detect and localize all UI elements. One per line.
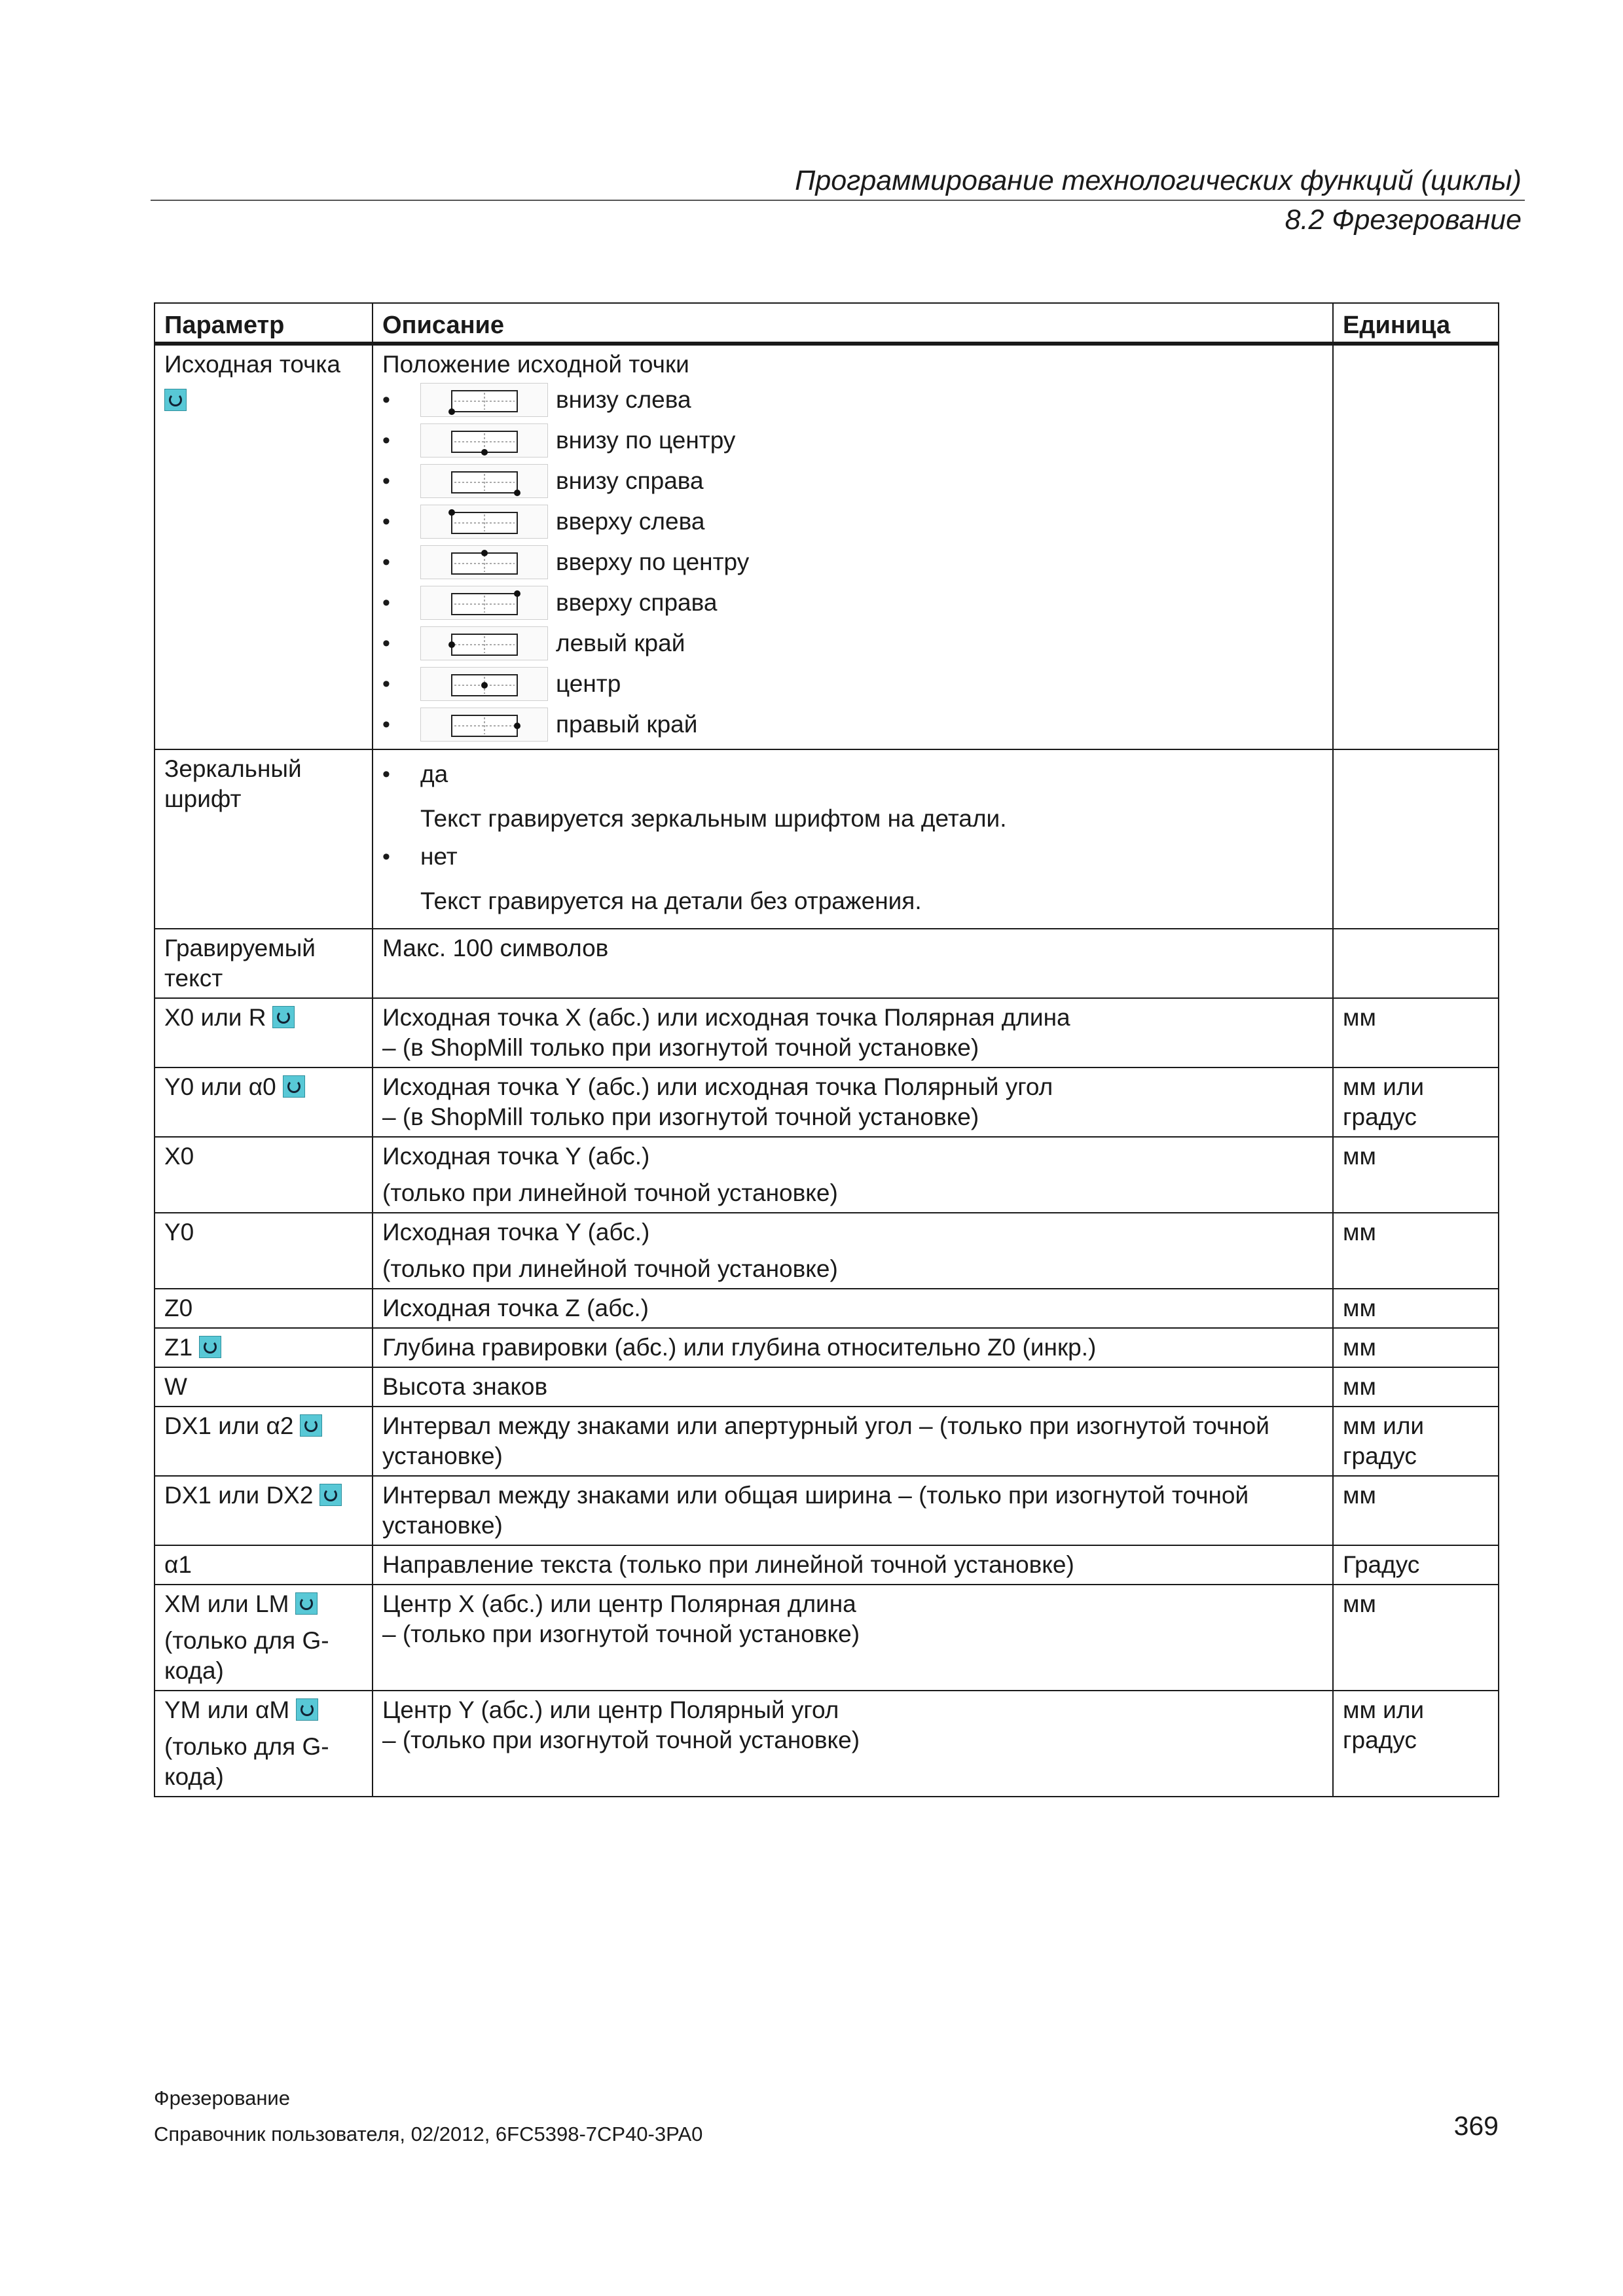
table-row: [155, 1067, 1499, 1137]
param-unit: мм: [1343, 1482, 1376, 1509]
table-row: [155, 1407, 1499, 1476]
toggle-cycle-icon[interactable]: [319, 1484, 342, 1506]
param-unit: Градус: [1343, 1551, 1420, 1578]
header-unit: Единица: [1333, 303, 1499, 344]
table-row: [155, 1476, 1499, 1545]
param-unit: мм или градус: [1343, 1073, 1425, 1130]
toggle-cycle-icon[interactable]: [296, 1698, 318, 1721]
param-unit: мм: [1343, 1295, 1376, 1321]
running-header-section: 8.2 Фрезерование: [1285, 204, 1522, 236]
position-option: [382, 420, 1323, 461]
table-row: [155, 1545, 1499, 1585]
option-label: внизу справа: [556, 467, 704, 494]
param-description-note: – (только при изогнутой точной установке): [382, 1621, 860, 1647]
start-point-position-icon: [420, 708, 548, 742]
header-rule: [151, 200, 1525, 201]
table-row: [155, 749, 1499, 929]
list-item-note: Текст гравируется зеркальным шрифтом на детали.: [420, 805, 1007, 832]
bullet: •: [382, 469, 390, 493]
option-label: левый край: [556, 630, 685, 656]
param-name: Z1: [164, 1334, 193, 1361]
param-unit: мм или градус: [1343, 1412, 1425, 1469]
table-row: [155, 1328, 1499, 1367]
table-row: [155, 1289, 1499, 1328]
toggle-cycle-icon[interactable]: [272, 1006, 295, 1028]
toggle-cycle-icon[interactable]: [199, 1336, 221, 1358]
start-point-position-icon: [420, 464, 548, 498]
position-option: [382, 623, 1323, 664]
param-description-note: (только при линейной точной установке): [382, 1179, 838, 1206]
start-point-position-icon: [420, 505, 548, 539]
toggle-cycle-icon[interactable]: [295, 1592, 318, 1615]
table-header-row: [155, 303, 1499, 344]
bullet: •: [382, 590, 390, 615]
toggle-cycle-icon[interactable]: [300, 1414, 322, 1437]
footer-document-info: Справочник пользователя, 02/2012, 6FC5398-7CP40-3PA0: [154, 2123, 703, 2145]
list-item-note: Текст гравируется на детали без отражения.: [420, 888, 922, 914]
start-point-position-icon: [420, 667, 548, 701]
start-point-position-icon: [420, 586, 548, 620]
param-name: Y0: [164, 1219, 194, 1246]
bullet: •: [382, 672, 390, 696]
header-description: Описание: [373, 303, 1333, 344]
header-param: Параметр: [155, 303, 373, 344]
param-description: Исходная точка Z (абс.): [382, 1295, 649, 1321]
param-name: DX1 или α2: [164, 1412, 294, 1439]
table-row: [155, 929, 1499, 998]
param-description: Исходная точка Y (абс.): [382, 1219, 650, 1246]
table-row: [155, 1137, 1499, 1213]
toggle-cycle-icon[interactable]: [283, 1075, 305, 1098]
option-label: вверху справа: [556, 589, 718, 616]
bullet: •: [382, 387, 390, 412]
param-description: Центр Y (абс.) или центр Полярный угол: [382, 1696, 839, 1723]
param-description: Положение исходной точки: [382, 351, 689, 378]
position-option: [382, 542, 1323, 583]
toggle-cycle-icon[interactable]: [164, 389, 187, 411]
param-description: Макс. 100 символов: [382, 935, 609, 961]
param-unit: мм: [1343, 1219, 1376, 1246]
option-label: внизу по центру: [556, 427, 736, 454]
param-name: Зеркальный шрифт: [164, 755, 302, 812]
param-description-note: – (в ShopMill только при изогнутой точной установке): [382, 1034, 979, 1061]
start-point-position-icon: [420, 545, 548, 579]
page-number: 369: [1453, 2111, 1499, 2141]
start-point-position-icon: [420, 423, 548, 457]
param-description: Исходная точка Y (абс.) или исходная точка Полярный угол: [382, 1073, 1053, 1100]
param-description: Интервал между знаками или апертурный угол – (только при изогнутой точной установке): [382, 1412, 1269, 1469]
position-options: [382, 380, 1323, 745]
param-description: Исходная точка Y (абс.): [382, 1143, 650, 1170]
bullet: •: [382, 509, 390, 534]
param-description-note: (только при линейной точной установке): [382, 1255, 838, 1282]
start-point-position-icon: [420, 626, 548, 660]
param-name: X0: [164, 1143, 194, 1170]
position-option: [382, 583, 1323, 623]
param-unit: мм: [1343, 1004, 1376, 1031]
param-description-note: – (в ShopMill только при изогнутой точной установке): [382, 1103, 979, 1130]
param-name: XM или LM: [164, 1590, 289, 1617]
option-label: центр: [556, 670, 621, 697]
param-description: Направление текста (только при линейной точной установке): [382, 1551, 1074, 1578]
position-option: [382, 380, 1323, 420]
bullet: •: [382, 550, 390, 575]
param-name: YM или αM: [164, 1696, 290, 1723]
bullet: •: [382, 428, 390, 453]
param-name: Гравируемый текст: [164, 935, 316, 992]
param-unit: мм или градус: [1343, 1696, 1425, 1753]
param-note: (только для G-кода): [164, 1627, 329, 1684]
param-unit: мм: [1343, 1373, 1376, 1400]
parameter-rows: [155, 929, 1499, 1797]
option-label: вверху слева: [556, 508, 705, 535]
param-description: Высота знаков: [382, 1373, 548, 1400]
footer-title: Фрезерование: [154, 2087, 290, 2109]
param-description-note: – (только при изогнутой точной установке): [382, 1727, 860, 1753]
option-label: внизу слева: [556, 386, 691, 413]
param-name: Исходная точка: [164, 351, 341, 378]
param-unit: мм: [1343, 1590, 1376, 1617]
parameter-table: [154, 302, 1499, 1797]
param-description: Интервал между знаками или общая ширина – (только при изогнутой точной установке): [382, 1482, 1249, 1539]
running-header-title: Программирование технологических функций (циклы): [795, 165, 1522, 196]
param-name: W: [164, 1373, 187, 1400]
position-option: [382, 461, 1323, 501]
param-description: Глубина гравировки (абс.) или глубина относительно Z0 (инкр.): [382, 1334, 1097, 1361]
position-option: [382, 664, 1323, 704]
position-option: [382, 704, 1323, 745]
param-note: (только для G-кода): [164, 1733, 329, 1790]
option-label: вверху по центру: [556, 548, 750, 575]
param-unit: мм: [1343, 1334, 1376, 1361]
param-name: DX1 или DX2: [164, 1482, 314, 1509]
table-row: [155, 1691, 1499, 1797]
position-option: [382, 501, 1323, 542]
table-row: [155, 1367, 1499, 1407]
bullet: •: [382, 712, 390, 737]
list-item: • да: [382, 761, 448, 787]
table-row: [155, 1585, 1499, 1691]
start-point-position-icon: [420, 383, 548, 417]
param-unit: мм: [1343, 1143, 1376, 1170]
option-label: правый край: [556, 711, 698, 738]
param-description: Исходная точка X (абс.) или исходная точка Полярная длина: [382, 1004, 1070, 1031]
list-item: • нет: [382, 843, 458, 870]
table-row: [155, 998, 1499, 1067]
bullet: •: [382, 631, 390, 656]
param-description: Центр X (абс.) или центр Полярная длина: [382, 1590, 856, 1617]
param-name: Y0 или α0: [164, 1073, 276, 1100]
param-name: α1: [164, 1551, 192, 1578]
param-name: X0 или R: [164, 1004, 266, 1031]
param-name: Z0: [164, 1295, 193, 1321]
table-row: [155, 344, 1499, 749]
table-row: [155, 1213, 1499, 1289]
